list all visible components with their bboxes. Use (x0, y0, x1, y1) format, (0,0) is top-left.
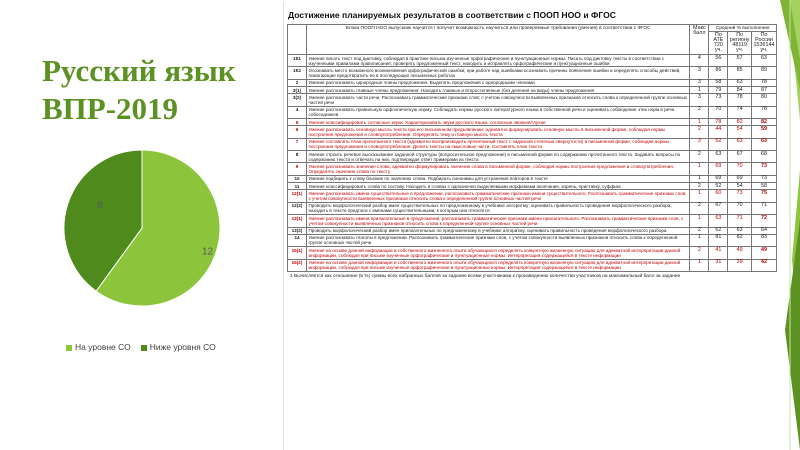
row-ate: 81 (709, 234, 728, 246)
row-number: 14 (288, 234, 307, 246)
row-russia: 72 (752, 215, 777, 227)
legend-swatch-nizhe-urovnya (141, 345, 147, 351)
row-requirement: Умение распознавать глаголы в предложении. Распознавать грамматические признаки слов, с учетом совокупности выявленных признаков относить слова к определенной группе основных частей речи (307, 234, 690, 246)
row-ate: 56 (709, 55, 728, 67)
table-row (288, 106, 777, 118)
row-number: 7 (288, 138, 307, 150)
row-region: 54 (728, 126, 752, 138)
header-ate (709, 32, 728, 55)
header-avg: Средний % выполнения (709, 25, 777, 32)
row-russia: 63 (752, 55, 777, 67)
row-max-score: 2 (690, 202, 709, 214)
row-region: 71 (728, 215, 752, 227)
row-number: 4 (288, 106, 307, 118)
row-region: 74 (728, 106, 752, 118)
table-row (288, 234, 777, 246)
row-ate: 70 (709, 106, 728, 118)
row-ate: 69 (709, 175, 728, 182)
row-ate: 62 (709, 227, 728, 234)
row-requirement: Умение распознавать части речи. Распознавать грамматические признаки слов; с учетом совокупности выявленных признаков относить слова к определенной группе основных частей речи (307, 94, 690, 106)
row-number: 3(2) (288, 94, 307, 106)
table-row (288, 55, 777, 67)
row-number: 8 (288, 151, 307, 163)
legend-item-na-urovne (66, 342, 131, 352)
row-number: 13(1) (288, 215, 307, 227)
row-max-score: 3 (690, 79, 709, 86)
row-max-score: 1 (690, 175, 709, 182)
legend-swatch-na-urovne (66, 345, 72, 351)
row-max-score: 2 (690, 151, 709, 163)
header-ate-label: По АТЕ (713, 31, 724, 43)
row-requirement: Проводить морфологический разбор имен прилагательных по предложенному в учебнике алгоритму, оценивать правильность проведения морфологического разбора (307, 227, 690, 234)
row-region: 39 (728, 259, 752, 271)
row-requirement: Умение на основе данной информации и собственного жизненного опыта обучающихся определять конкретную жизненную ситуацию для адекватной интерпретации данной информации, соблюдая при письме изученные орфографические и пунктуационные нормы. Интерпретация содержащейся в тексте информации (307, 247, 690, 259)
row-max-score: 4 (690, 55, 709, 67)
pie-data-label-8: 8 (96, 200, 103, 212)
table-row (288, 247, 777, 259)
table-row (288, 79, 777, 86)
row-max-score: 2 (690, 247, 709, 259)
row-max-score: 1 (690, 119, 709, 126)
row-max-score: 1 (690, 190, 709, 202)
results-table-body (288, 55, 777, 272)
legend-label-nizhe-urovnya: Ниже уровня СО (149, 342, 216, 352)
row-max-score: 2 (690, 106, 709, 118)
slide-title-line-1: Русский язык (42, 53, 236, 88)
row-requirement: Умение на основе данной информации и собственного жизненного опыта обучающихся определять конкретную жизненную ситуацию для адекватной интерпретации данной информации, соблюдая при письме изученные орфографические и пунктуационные нормы. Интерпретация содержащейся в тексте информации (307, 259, 690, 271)
header-region-label: По региону (729, 31, 750, 43)
row-russia: 64 (752, 227, 777, 234)
row-max-score: 1 (690, 259, 709, 271)
row-region: 54 (728, 183, 752, 190)
row-russia: 82 (752, 119, 777, 126)
row-ate: 58 (709, 79, 728, 86)
row-region: 84 (728, 87, 752, 94)
row-ate: 86 (709, 67, 728, 79)
row-ate: 73 (709, 94, 728, 106)
row-number: 5 (288, 119, 307, 126)
row-number: 10 (288, 175, 307, 182)
row-max-score: 1 (690, 215, 709, 227)
table-row (288, 94, 777, 106)
header-no (288, 25, 307, 55)
row-region: 85 (728, 67, 752, 79)
table-row (288, 190, 777, 202)
table-row (288, 138, 777, 150)
document-title: Достижение планируемых результатов в соответствии с ПООП НОО и ФГОС (288, 10, 617, 20)
row-number: 12(2) (288, 202, 307, 214)
row-requirement: Умение распознавать главные члены предложения. Находить главные и второстепенные (без деления на виды) члены предложения (307, 87, 690, 94)
row-ate: 78 (709, 119, 728, 126)
row-region: 73 (728, 190, 752, 202)
pie-chart (62, 148, 222, 308)
row-ate: 63 (709, 215, 728, 227)
row-number: 1К1 (288, 55, 307, 67)
row-russia: 78 (752, 79, 777, 86)
row-max-score: 1 (690, 234, 709, 246)
row-region: 63 (728, 138, 752, 150)
row-ate: 60 (709, 190, 728, 202)
row-number: 15(2) (288, 259, 307, 271)
row-russia: 83 (752, 234, 777, 246)
row-requirement: Умение классифицировать согласные звуки. Характеризовать звуки русского языка: согласные звонкие/глухие (307, 119, 690, 126)
row-number: 13(2) (288, 227, 307, 234)
row-russia: 78 (752, 106, 777, 118)
row-region: 63 (728, 79, 752, 86)
row-number: 9 (288, 163, 307, 175)
row-region: 70 (728, 163, 752, 175)
row-russia: 73 (752, 163, 777, 175)
table-row (288, 202, 777, 214)
table-row (288, 175, 777, 182)
row-russia: 42 (752, 259, 777, 271)
row-region: 49 (728, 247, 752, 259)
header-max: Макс балл (690, 25, 709, 55)
row-number: 2 (288, 79, 307, 86)
row-max-score: 2 (690, 227, 709, 234)
row-number: 11 (288, 183, 307, 190)
row-russia: 71 (752, 202, 777, 214)
row-max-score: 1 (690, 163, 709, 175)
row-requirement: Умение распознавать основную мысль текста при его письменном предъявлении; адекватно формулировать основную мысль в письменной форме, соблюдая нормы построения предложения и словоупотребления. Определять тему и главную мысль текста (307, 126, 690, 138)
row-ate: 52 (709, 138, 728, 150)
row-number: 15(1) (288, 247, 307, 259)
pie-data-label-12: 12 (202, 246, 214, 258)
row-russia: 87 (752, 87, 777, 94)
row-max-score: 3 (690, 67, 709, 79)
row-ate: 67 (709, 202, 728, 214)
row-requirement: Умение распознавать значение слова; адекватно формулировать значение слова в письменной форме, соблюдая нормы построения предложения и словоупотребления. Определять значение слова по тексту (307, 163, 690, 175)
row-russia: 68 (752, 151, 777, 163)
header-ate-count: 720 уч. (713, 42, 723, 54)
document-footnote: 1 Вычисляется как отношение (в %) суммы всех набранных баллов за задание всеми участниками к произведению количества участников на максимальный балл за задание (290, 273, 681, 279)
row-russia: 49 (752, 247, 777, 259)
row-max-score: 2 (690, 126, 709, 138)
table-row (288, 163, 777, 175)
row-requirement: Умение распознавать имена существительные в предложении, распознавать грамматические признаки имени существительного. Распознавать грамматические признаки слов, с учетом совокупности выявленных признаков относить слова к определенной группе основных частей речи (307, 190, 690, 202)
row-region: 78 (728, 94, 752, 106)
pie-legend (66, 342, 216, 352)
row-ate: 79 (709, 87, 728, 94)
row-max-score: 3 (690, 94, 709, 106)
row-max-score: 2 (690, 183, 709, 190)
row-ate: 31 (709, 259, 728, 271)
row-requirement: Умение распознавать однородные члены предложения. Выделять предложения с однородными членами (307, 79, 690, 86)
row-ate: 41 (709, 247, 728, 259)
row-requirement: Умение распознавать имена прилагательные в предложении, распознавать грамматические признаки имени прилагательного. Распознавать грамматические признаки слов, с учетом совокупности выявленных признаков относить слова к определенной группе основных частей речи (307, 215, 690, 227)
row-requirement: Умение подбирать к слову близкие по значению слова. Подбирать синонимы для устранения повторов в тексте (307, 175, 690, 182)
table-row (288, 126, 777, 138)
row-max-score: 3 (690, 138, 709, 150)
row-number: 3(1) (288, 87, 307, 94)
row-ate: 44 (709, 126, 728, 138)
table-row (288, 259, 777, 271)
row-region: 67 (728, 151, 752, 163)
row-ate: 52 (709, 183, 728, 190)
row-requirement: Умение распознавать правильную орфоэпическую норму. Соблюдать нормы русского литературного языка в собственной речи и оценивать соблюдение этих норм в речи собеседников (307, 106, 690, 118)
row-requirement: Умение составлять план прочитанного текста (адекватно воспроизводить прочитанный текст с заданной степенью свернутости) в письменной форме, соблюдая нормы построения предложения и словоупотребления. Делить тексты на смысловые части, составлять план текста (307, 138, 690, 150)
header-russia-label: По России (755, 31, 773, 43)
table-row (288, 183, 777, 190)
slide-title (42, 52, 236, 128)
row-region: 57 (728, 55, 752, 67)
row-number: 1К2 (288, 67, 307, 79)
row-requirement: Умение классифицировать слова по составу. Находить в словах с однозначно выделяемыми морфемами окончание, корень, приставку, суффикс (307, 183, 690, 190)
header-russia (752, 32, 777, 55)
row-russia: 58 (752, 183, 777, 190)
table-row (288, 151, 777, 163)
row-requirement: Умение писать текст под диктовку, соблюдая в практике письма изученные орфографические и пунктуационные нормы. Писать под диктовку тексты в соответствии с изученными правилами правописания; проверять предложенный текст, находить и исправлять орфографические и пунктуационные ошибки (307, 55, 690, 67)
row-russia: 80 (752, 94, 777, 106)
row-russia: 75 (752, 190, 777, 202)
row-requirement: Осознавать место возможного возникновения орфографической ошибки; при работе над ошибками осознавать причины появления ошибки и определять способы действий, помогающие предотвратить ее в последующих письменных работах (307, 67, 690, 79)
row-ate: 69 (709, 163, 728, 175)
table-row (288, 215, 777, 227)
row-number: 6 (288, 126, 307, 138)
legend-label-na-urovne: На уровне СО (75, 342, 131, 352)
row-russia: 73 (752, 175, 777, 182)
table-row (288, 119, 777, 126)
row-region: 70 (728, 202, 752, 214)
results-document (283, 2, 780, 450)
row-requirement: Проводить морфологический разбор имен существительных по предложенному в учебнике алгоритму; оценивать правильность проведения морфологического разбора; находить в тексте предлоги с именами существительными, к которым они относятся (307, 202, 690, 214)
header-region-count: 48119 уч. (732, 42, 747, 54)
header-block: Блоки ПООП НОО выпускник научится / получит возможность научиться или проверяемые требования (умения) в соответствии с ФГОС (307, 25, 690, 55)
row-requirement: Умение строить речевое высказывание заданной структуры (вопросительное предложение) в письменной форме по содержанию прочитанного текста. Задавать вопросы по содержанию текста и отвечать на них, подтверждая ответ примерами из текста (307, 151, 690, 163)
row-russia: 89 (752, 67, 777, 79)
row-region: 69 (728, 175, 752, 182)
header-region (728, 32, 752, 55)
row-region: 63 (728, 227, 752, 234)
slide-title-line-2: ВПР-2019 (42, 91, 179, 126)
header-russia-count: 1536144 уч. (753, 42, 775, 54)
row-russia: 59 (752, 126, 777, 138)
row-region: 82 (728, 234, 752, 246)
row-russia: 63 (752, 138, 777, 150)
table-row (288, 67, 777, 79)
table-row (288, 227, 777, 234)
row-ate: 63 (709, 151, 728, 163)
results-table (287, 24, 777, 272)
legend-item-nizhe-urovnya (141, 342, 216, 352)
row-max-score: 1 (690, 87, 709, 94)
table-row (288, 87, 777, 94)
row-number: 12(1) (288, 190, 307, 202)
row-region: 82 (728, 119, 752, 126)
